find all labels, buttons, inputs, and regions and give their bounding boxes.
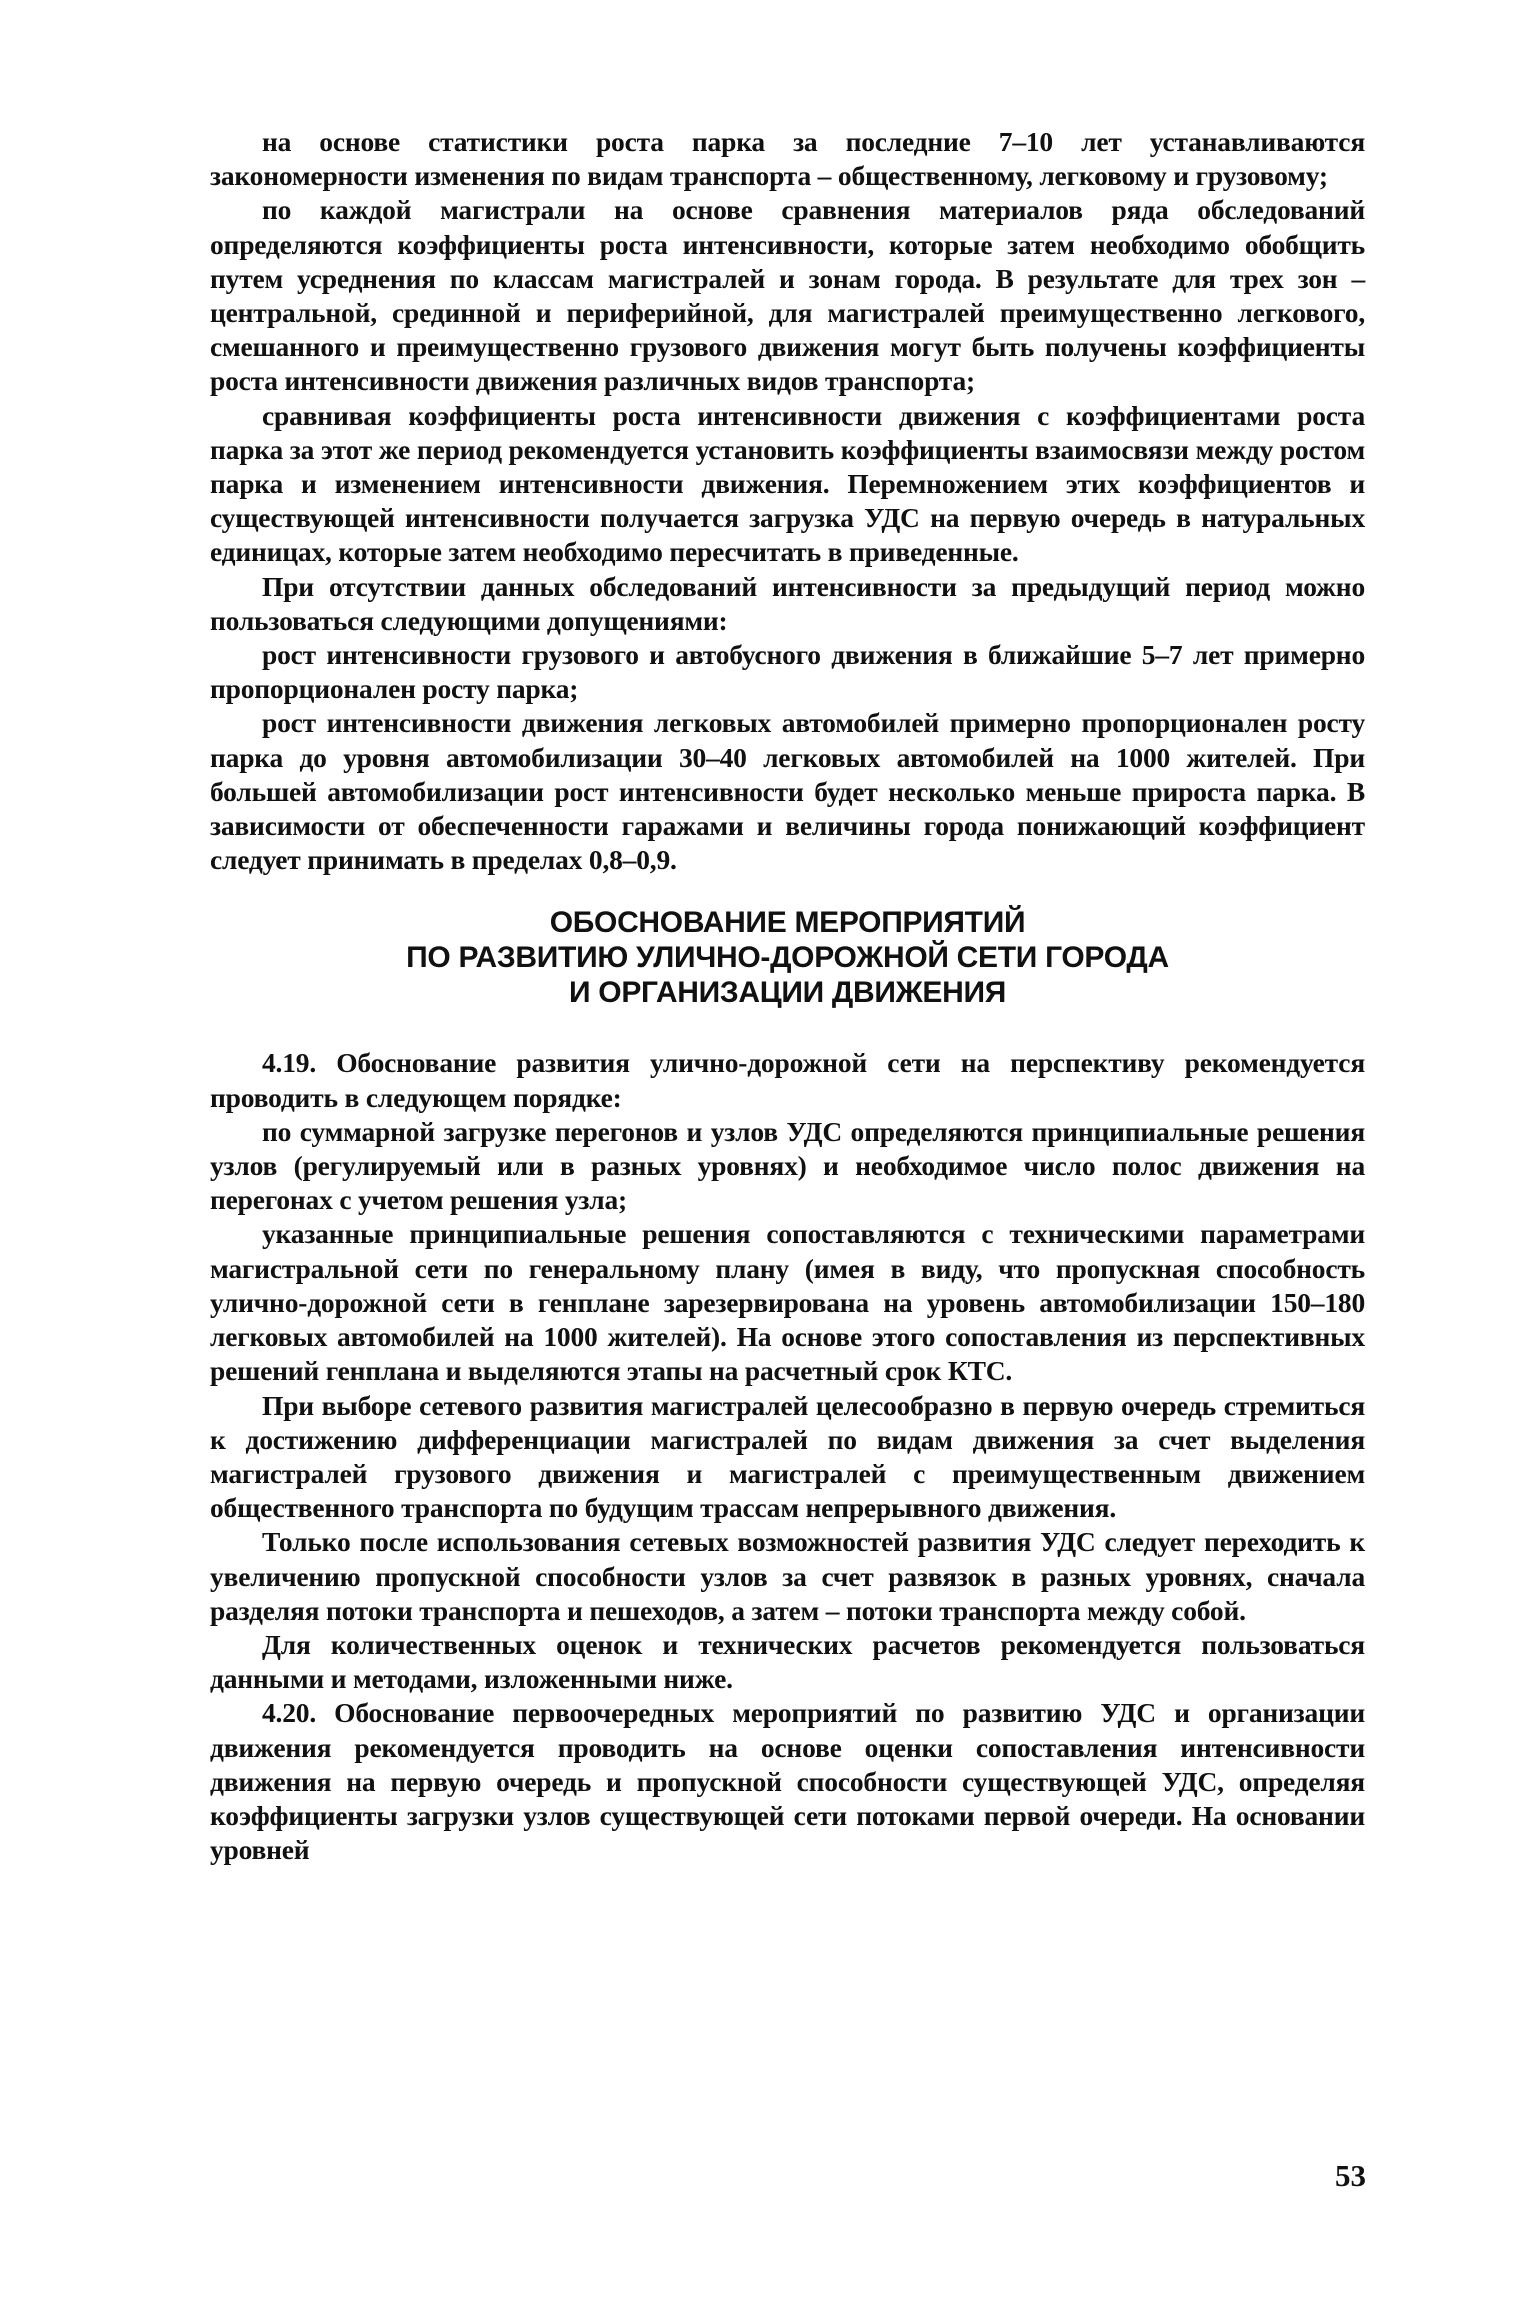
paragraph: по каждой магистрали на основе сравнения материалов ряда обследований определяются коэффициенты роста интенсивности, которые затем необходимо обобщить путем усреднения по классам магистралей и зонам города. В результате для трех зон – центральной, срединной и периферийной, для магистралей преимущественно легкового, смешанного и преимущественно грузового движения могут быть получены коэффициенты роста интенсивности движения различных видов транспорта; — [210, 194, 1365, 397]
page-body — [210, 125, 1365, 1867]
paragraph: При выборе сетевого развития магистралей целесообразно в первую очередь стремиться к достижению дифференциации магистралей по видам движения за счет выделения магистралей грузового движения и магистралей с преимущественным движением общественного транспорта по будущим трассам непрерывного движения. — [210, 1389, 1365, 1524]
paragraph: Для количественных оценок и технических расчетов рекомендуется пользоваться данными и методами, изложенными ниже. — [210, 1628, 1365, 1695]
section-heading — [210, 905, 1365, 1010]
paragraph: При отсутствии данных обследований интенсивности за предыдущий период можно пользоваться следующими допущениями: — [210, 570, 1365, 636]
paragraph: рост интенсивности движения легковых автомобилей примерно пропорционален росту парка до уровня автомобилизации 30–40 легковых автомобилей на 1000 жителей. При большей автомобилизации рост интенсивности будет несколько меньше прироста парка. В зависимости от обеспеченности гаражами и величины города понижающий коэффициент следует принимать в пределах 0,8–0,9. — [210, 707, 1365, 876]
paragraph: рост интенсивности грузового и автобусного движения в ближайшие 5–7 лет примерно пропорционален росту парка; — [210, 639, 1365, 705]
paragraph: указанные принципиальные решения сопоставляются с техническими параметрами магистральной сети по генеральному плану (имея в виду, что пропускная способность улично-дорожной сети в генплане зарезервирована на уровень автомобилизации 150–180 легковых автомобилей на 1000 жителей). На основе этого сопоставления из перспективных решений генплана и выделяются этапы на расчетный срок КТС. — [210, 1218, 1365, 1387]
section-heading-line: ПО РАЗВИТИЮ УЛИЧНО-ДОРОЖНОЙ СЕТИ ГОРОДА — [406, 941, 1169, 975]
paragraph: на основе статистики роста парка за последние 7–10 лет устанавливаются закономерности изменения по видам транспорта – общественному, легковому и грузовому; — [210, 126, 1365, 192]
page-number: 53 — [1335, 2158, 1366, 2193]
paragraph: сравнивая коэффициенты роста интенсивности движения с коэффициентами роста парка за этот же период рекомендуется установить коэффициенты взаимосвязи между ростом парка и изменением интенсивности движения. Перемножением этих коэффициентов и существующей интенсивности получается загрузка УДС на первую очередь в натуральных единицах, которые затем необходимо пересчитать в приведенные. — [210, 399, 1365, 568]
paragraph: по суммарной загрузке перегонов и узлов УДС определяются принципиальные решения узлов (регулируемый или в разных уровнях) и необходимое число полос движения на перегонах с учетом решения узла; — [210, 1115, 1365, 1216]
paragraph: 4.20. Обоснование первоочередных мероприятий по развитию УДС и организации движения рекомендуется проводить на основе оценки сопоставления интенсивности движения на первую очередь и пропускной способности существующей УДС, определяя коэффициенты загрузки узлов существующей сети потоками первой очереди. На основании уровней — [210, 1697, 1365, 1866]
paragraph: Только после использования сетевых возможностей развития УДС следует переходить к увеличению пропускной способности узлов за счет развязок в разных уровнях, сначала разделяя потоки транспорта и пешеходов, а затем – потоки транспорта между собой. — [210, 1526, 1365, 1626]
paragraph: 4.19. Обоснование развития улично-дорожной сети на перспективу рекомендуется проводить в следующем порядке: — [210, 1047, 1365, 1113]
section-heading-line: ОБОСНОВАНИЕ МЕРОПРИЯТИЙ — [549, 906, 1026, 940]
section-heading-line: И ОРГАНИЗАЦИИ ДВИЖЕНИЯ — [569, 976, 1006, 1010]
